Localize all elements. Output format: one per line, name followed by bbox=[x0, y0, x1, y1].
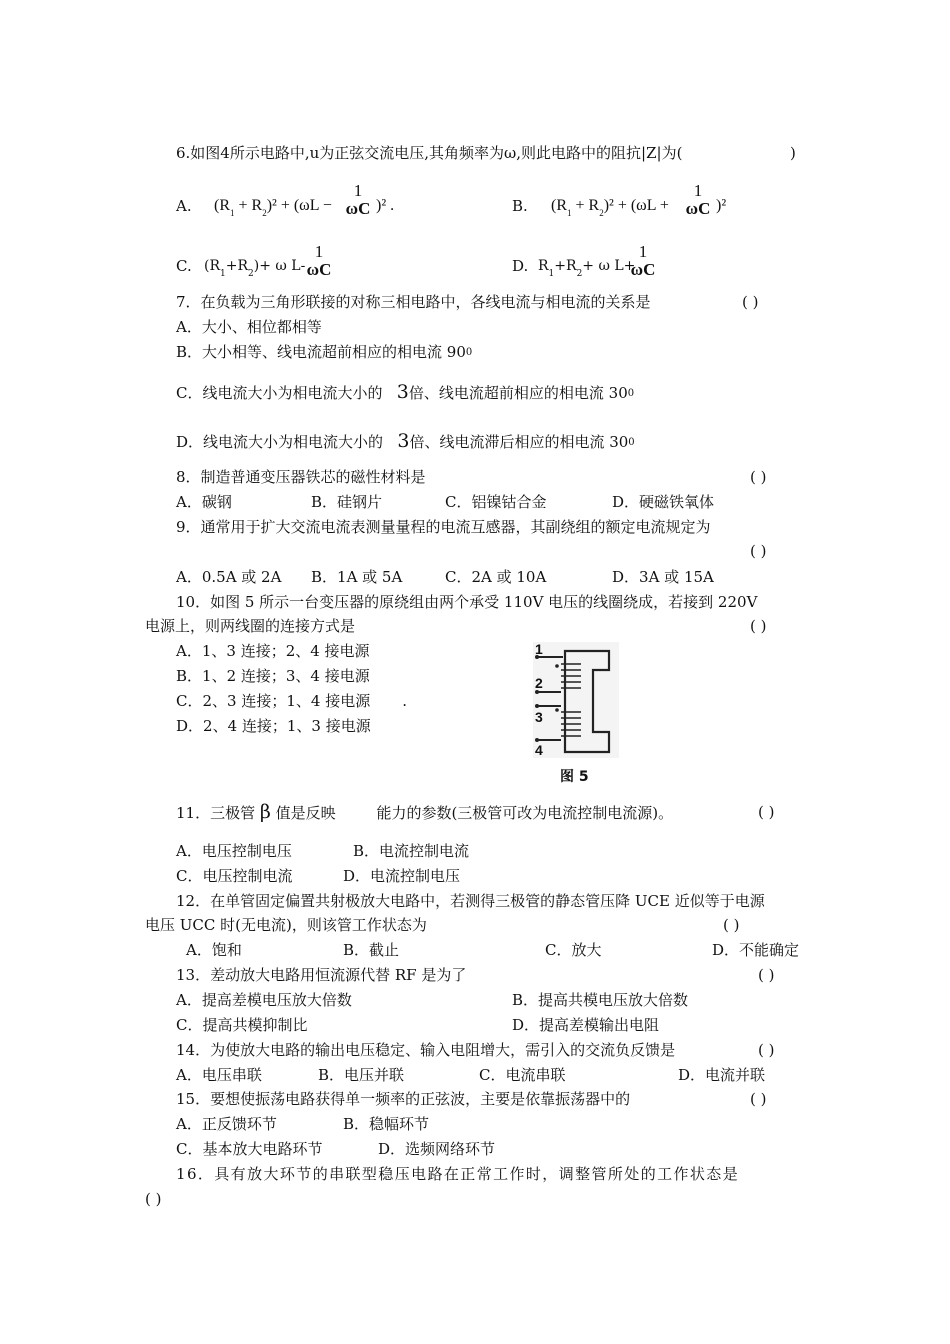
q11-stem-post: 能力的参数(三极管可改为电流控制电流源)。 bbox=[376, 804, 674, 822]
q12-option-c: C．放大 bbox=[545, 941, 602, 959]
q6-c-fraction bbox=[302, 243, 336, 279]
q6-b-part: (R bbox=[551, 197, 567, 214]
q16-paren: ( ) bbox=[145, 1190, 162, 1208]
q13-option-a: A．提高差模电压放大倍数 bbox=[176, 991, 352, 1009]
q8-option-a: A．碳钢 bbox=[176, 493, 232, 511]
q11-paren: ( ) bbox=[758, 803, 775, 821]
q7-paren: ( ) bbox=[742, 293, 759, 311]
q9-option-d: D．3A 或 15A bbox=[612, 568, 714, 586]
q6-c-frac-num: 1 bbox=[314, 242, 324, 261]
q6-b-frac-num: 1 bbox=[693, 181, 703, 200]
q14-stem: 14．为使放大电路的输出电压稳定、输入电阻增大，需引入的交流负反馈是 bbox=[176, 1041, 676, 1059]
q9-option-a: A．0.5A 或 2A bbox=[176, 568, 282, 586]
q6-d-frac-den: ωC bbox=[630, 260, 656, 279]
terminal-dot bbox=[535, 704, 539, 708]
q14-option-d: D．电流并联 bbox=[678, 1066, 766, 1084]
q8-option-b: B．硅钢片 bbox=[311, 493, 383, 511]
q6-a-sub2: 2 bbox=[262, 208, 267, 218]
q7-option-a: A．大小、相位都相等 bbox=[176, 318, 322, 336]
q6-d-sub2: 2 bbox=[576, 269, 583, 279]
q9-option-b: B．1A 或 5A bbox=[311, 568, 403, 586]
q11-stem bbox=[176, 802, 673, 823]
q7-c-degree: 0 bbox=[627, 388, 635, 399]
q15-option-b: B．稳幅环节 bbox=[343, 1115, 430, 1133]
transformer-figure bbox=[533, 642, 619, 758]
q9-option-c: C．2A 或 10A bbox=[445, 568, 547, 586]
q14-option-c: C．电流串联 bbox=[479, 1066, 566, 1084]
q6-c-part: )+ ω L- bbox=[253, 258, 306, 274]
q6-b-frac-den: ωC bbox=[685, 199, 711, 218]
q6-d-fraction bbox=[626, 243, 660, 279]
q6-a-part: + R bbox=[238, 197, 263, 214]
q7-b-text: B．大小相等、线电流超前相应的相电流 90 bbox=[176, 343, 466, 361]
q13-option-d: D．提高差模输出电阻 bbox=[512, 1016, 660, 1034]
q10-option-c bbox=[176, 691, 407, 711]
q12-option-b: B．截止 bbox=[343, 941, 400, 959]
q6-a-frac-num: 1 bbox=[353, 181, 363, 200]
q6-option-d-label: D. bbox=[512, 257, 529, 275]
q6-d-part: R bbox=[538, 258, 549, 274]
q13-stem: 13．差动放大电路用恒流源代替 RF 是为了 bbox=[176, 966, 467, 984]
q6-c-part: (R bbox=[204, 258, 221, 274]
q11-option-b: B．电流控制电流 bbox=[353, 842, 470, 860]
terminal-label-2: 2 bbox=[535, 675, 543, 691]
q11-option-c: C．电压控制电流 bbox=[176, 867, 293, 885]
q10-c-text: C．2、3 连接；1、4 接电源 bbox=[176, 692, 371, 710]
q6-paren-close: ) bbox=[790, 144, 796, 162]
q6-a-part: )² + (ωL − bbox=[266, 197, 332, 214]
q14-paren: ( ) bbox=[758, 1041, 775, 1059]
polarity-dot bbox=[555, 664, 559, 668]
q6-a-frac-den: ωC bbox=[345, 199, 371, 218]
q7-option-b bbox=[176, 342, 472, 365]
q6-d-part: +R bbox=[554, 258, 577, 274]
q9-paren: ( ) bbox=[750, 542, 767, 560]
q13-option-c: C．提高共模抑制比 bbox=[176, 1016, 308, 1034]
q10-option-d: D．2、4 连接；1、3 接电源 bbox=[176, 717, 371, 735]
q6-c-part: +R bbox=[225, 258, 249, 274]
q7-d-root: 3 bbox=[397, 430, 410, 452]
q13-paren: ( ) bbox=[758, 966, 775, 984]
q6-option-c-expr bbox=[204, 256, 305, 278]
q11-option-d: D．电流控制电压 bbox=[343, 867, 461, 885]
q6-a-part: (R bbox=[214, 197, 230, 214]
q15-option-c: C．基本放大电路环节 bbox=[176, 1140, 323, 1158]
q6-option-b-expr bbox=[551, 196, 669, 217]
q6-option-b-label: B. bbox=[512, 197, 528, 215]
q15-option-d: D．选频网络环节 bbox=[378, 1140, 496, 1158]
q6-option-a-label: A. bbox=[176, 197, 192, 215]
q6-b-fraction bbox=[680, 182, 716, 218]
q15-option-a: A．正反馈环节 bbox=[176, 1115, 277, 1133]
q6-a-sub1: 1 bbox=[230, 208, 235, 218]
terminal-label-3: 3 bbox=[535, 709, 543, 725]
q6-b-sub2: 2 bbox=[599, 208, 604, 218]
q14-option-b: B．电压并联 bbox=[318, 1066, 405, 1084]
q16-stem: 16．具有放大环节的串联型稳压电路在正常工作时，调整管所处的工作状态是 bbox=[176, 1165, 740, 1183]
q11-stem-mid: 值是反映 bbox=[275, 804, 336, 822]
q10-option-a: A．1、3 连接；2、4 接电源 bbox=[176, 642, 370, 660]
q6-d-part: + ω L+ bbox=[582, 258, 636, 274]
q7-d-post: 倍、线电流滞后相应的相电流 30 bbox=[409, 433, 629, 451]
q7-stem: 7．在负载为三角形联接的对称三相电路中，各线电流与相电流的关系是 bbox=[176, 293, 651, 311]
q8-option-d: D．硬磁铁氧体 bbox=[612, 493, 715, 511]
q6-b-part: + R bbox=[575, 197, 600, 214]
q6-c-sub2: 2 bbox=[248, 269, 254, 279]
q8-stem: 8．制造普通变压器铁芯的磁性材料是 bbox=[176, 468, 426, 486]
q6-a-tail: )² . bbox=[376, 197, 395, 214]
q6-b-sub1: 1 bbox=[567, 208, 572, 218]
q6-option-a-expr bbox=[214, 196, 332, 217]
polarity-dot bbox=[555, 708, 559, 712]
q14-option-a: A．电压串联 bbox=[176, 1066, 262, 1084]
q12-paren: ( ) bbox=[723, 916, 740, 934]
q7-b-degree: 0 bbox=[465, 347, 473, 358]
q6-b-tail: )² bbox=[716, 197, 727, 214]
q12-stem-line1: 12．在单管固定偏置共射极放大电路中，若测得三极管的静态管压降 UCE 近似等于电源 bbox=[176, 892, 765, 910]
q6-c-sub1: 1 bbox=[220, 269, 226, 279]
q6-d-frac-num: 1 bbox=[638, 242, 648, 261]
q7-option-d bbox=[176, 431, 635, 455]
q12-option-d: D．不能确定 bbox=[712, 941, 800, 959]
q6-option-c-label: C. bbox=[176, 257, 192, 275]
q6-b-part: )² + (ωL + bbox=[603, 197, 669, 214]
figure-caption: 图 5 bbox=[560, 769, 589, 785]
q10-option-b: B．1、2 连接；3、4 接电源 bbox=[176, 667, 370, 685]
q8-paren: ( ) bbox=[750, 468, 767, 486]
q6-stem: 6.如图4所示电路中,u为正弦交流电压,其角频率为ω,则此电路中的阻抗|Z|为( bbox=[176, 144, 683, 162]
q12-stem-line2: 电压 UCC 时(无电流)，则该管工作状态为 bbox=[145, 916, 427, 934]
q7-c-root: 3 bbox=[396, 381, 409, 403]
q6-option-d-expr bbox=[538, 256, 635, 278]
terminal-label-4: 4 bbox=[535, 742, 543, 758]
q6-c-frac-den: ωC bbox=[306, 260, 332, 279]
q10-stem-line2: 电源上，则两线圈的连接方式是 bbox=[145, 617, 356, 635]
q11-option-a: A．电压控制电压 bbox=[176, 842, 292, 860]
q6-d-sub1: 1 bbox=[548, 269, 555, 279]
q12-option-a: A．饱和 bbox=[186, 941, 242, 959]
q7-c-post: 倍、线电流超前相应的相电流 30 bbox=[408, 384, 628, 402]
q7-d-degree: 0 bbox=[628, 437, 635, 448]
q7-option-c bbox=[176, 382, 634, 406]
terminal-label-1: 1 bbox=[535, 642, 543, 657]
q9-stem: 9．通常用于扩大交流电流表测量量程的电流互感器，其副绕组的额定电流规定为 bbox=[176, 518, 711, 536]
q10-c-dot: . bbox=[402, 692, 407, 710]
q10-paren: ( ) bbox=[750, 617, 767, 635]
q15-paren: ( ) bbox=[750, 1090, 767, 1108]
q10-stem-line1: 10．如图 5 所示一台变压器的原绕组由两个承受 110V 电压的线圈绕成，若接到 220V bbox=[176, 593, 758, 611]
q11-stem-pre: 11．三极管 bbox=[176, 804, 256, 822]
q15-stem: 15．要想使振荡电路获得单一频率的正弦波，主要是依靠振荡器中的 bbox=[176, 1090, 631, 1108]
q7-c-pre: C．线电流大小为相电流大小的 bbox=[176, 384, 383, 402]
q6-a-fraction bbox=[340, 182, 376, 218]
q7-d-pre: D．线电流大小为相电流大小的 bbox=[176, 433, 384, 451]
q8-option-c: C．铝镍钴合金 bbox=[445, 493, 547, 511]
q13-option-b: B．提高共模电压放大倍数 bbox=[512, 991, 689, 1009]
q11-beta: β bbox=[259, 801, 271, 823]
